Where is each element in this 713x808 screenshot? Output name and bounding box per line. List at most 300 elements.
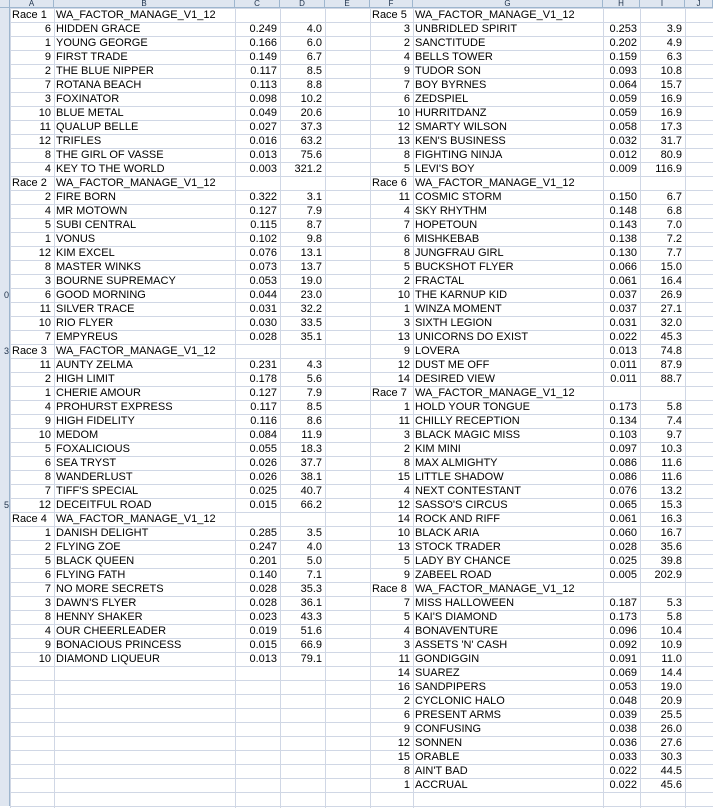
runner-number[interactable]: 5 (403, 611, 410, 623)
runner-name[interactable]: SUBI CENTRAL (56, 219, 137, 231)
runner-number[interactable]: 12 (397, 121, 410, 133)
runner-number[interactable]: 12 (38, 247, 51, 259)
price-value[interactable]: 27.1 (660, 303, 682, 315)
row-header[interactable] (0, 540, 10, 554)
price-value[interactable]: 20.6 (300, 107, 322, 119)
runner-number[interactable]: 7 (403, 79, 410, 91)
probability-value[interactable]: 0.033 (609, 751, 637, 763)
row-header[interactable] (0, 386, 10, 400)
race-label[interactable]: Race 7 (372, 387, 407, 399)
row-header[interactable] (0, 512, 10, 526)
row-header[interactable] (0, 792, 10, 806)
price-value[interactable]: 6.7 (666, 191, 682, 203)
price-value[interactable]: 7.7 (666, 247, 682, 259)
probability-value[interactable]: 0.032 (609, 135, 637, 147)
runner-number[interactable]: 2 (403, 275, 410, 287)
runner-number[interactable]: 3 (44, 597, 51, 609)
probability-value[interactable]: 0.117 (250, 65, 277, 77)
probability-value[interactable]: 0.096 (609, 625, 637, 637)
runner-name[interactable]: FIRE BORN (56, 191, 116, 203)
price-value[interactable]: 16.7 (660, 527, 682, 539)
runner-number[interactable]: 8 (44, 471, 51, 483)
runner-name[interactable]: SANDPIPERS (415, 681, 486, 693)
price-value[interactable]: 66.2 (300, 499, 322, 511)
price-value[interactable]: 4.0 (306, 23, 322, 35)
probability-value[interactable]: 0.159 (609, 51, 637, 63)
probability-value[interactable]: 0.143 (609, 219, 637, 231)
runner-name[interactable]: NEXT CONTESTANT (415, 485, 521, 497)
price-value[interactable]: 45.6 (660, 779, 682, 791)
probability-value[interactable]: 0.016 (249, 135, 277, 147)
probability-value[interactable]: 0.076 (609, 485, 637, 497)
runner-name[interactable]: DAWN'S FLYER (56, 597, 137, 609)
runner-name[interactable]: BELLS TOWER (415, 51, 493, 63)
runner-number[interactable]: 11 (39, 303, 51, 315)
column-header-b[interactable]: B (54, 0, 235, 8)
runner-name[interactable]: UNICORNS DO EXIST (415, 331, 529, 343)
probability-value[interactable]: 0.022 (609, 331, 637, 343)
runner-name[interactable]: MAX ALMIGHTY (415, 457, 498, 469)
race-label[interactable]: Race 2 (12, 177, 47, 189)
runner-number[interactable]: 3 (44, 275, 51, 287)
runner-number[interactable]: 4 (403, 205, 410, 217)
column-header-d[interactable]: D (280, 0, 325, 8)
row-header[interactable] (0, 470, 10, 484)
runner-number[interactable]: 8 (403, 765, 410, 777)
probability-value[interactable]: 0.025 (609, 555, 637, 567)
probability-value[interactable]: 0.115 (250, 219, 277, 231)
row-header[interactable] (0, 92, 10, 106)
probability-value[interactable]: 0.048 (609, 695, 637, 707)
probability-value[interactable]: 0.084 (249, 429, 277, 441)
probability-value[interactable]: 0.015 (249, 499, 277, 511)
price-value[interactable]: 35.3 (300, 583, 322, 595)
runner-name[interactable]: YOUNG GEORGE (56, 37, 148, 49)
runner-name[interactable]: CYCLONIC HALO (415, 695, 505, 707)
price-value[interactable]: 36.1 (300, 597, 322, 609)
runner-name[interactable]: TRIFLES (56, 135, 102, 147)
price-value[interactable]: 75.6 (300, 149, 322, 161)
price-value[interactable]: 33.5 (300, 317, 322, 329)
runner-number[interactable]: 14 (397, 513, 410, 525)
runner-name[interactable]: SIXTH LEGION (415, 317, 493, 329)
probability-value[interactable]: 0.117 (250, 401, 277, 413)
price-value[interactable]: 13.1 (300, 247, 322, 259)
runner-number[interactable]: 16 (397, 681, 410, 693)
probability-value[interactable]: 0.049 (249, 107, 277, 119)
price-value[interactable]: 15.3 (660, 499, 682, 511)
runner-name[interactable]: KIM EXCEL (56, 247, 115, 259)
price-value[interactable]: 39.8 (660, 555, 682, 567)
probability-value[interactable]: 0.023 (249, 611, 277, 623)
price-value[interactable]: 4.3 (306, 359, 322, 371)
runner-name[interactable]: LEVI'S BOY (415, 163, 475, 175)
price-value[interactable]: 6.3 (666, 51, 682, 63)
runner-number[interactable]: 5 (403, 555, 410, 567)
price-value[interactable]: 11.0 (661, 653, 682, 665)
price-value[interactable]: 44.5 (660, 765, 682, 777)
runner-name[interactable]: BLACK MAGIC MISS (415, 429, 521, 441)
price-value[interactable]: 8.5 (306, 65, 322, 77)
price-value[interactable]: 10.9 (660, 639, 682, 651)
row-header[interactable] (0, 414, 10, 428)
row-header[interactable] (0, 274, 10, 288)
runner-name[interactable]: BUCKSHOT FLYER (415, 261, 514, 273)
row-header[interactable] (0, 484, 10, 498)
runner-name[interactable]: FOXALICIOUS (56, 443, 130, 455)
runner-name[interactable]: KIM MINI (415, 443, 461, 455)
runner-name[interactable]: SMARTY WILSON (415, 121, 507, 133)
row-header[interactable] (0, 22, 10, 36)
probability-value[interactable]: 0.061 (609, 513, 637, 525)
price-value[interactable]: 79.1 (300, 653, 322, 665)
runner-name[interactable]: MEDOM (56, 429, 99, 441)
row-header[interactable] (0, 8, 10, 22)
probability-value[interactable]: 0.037 (609, 289, 637, 301)
runner-number[interactable]: 9 (44, 415, 51, 427)
row-header[interactable] (0, 456, 10, 470)
price-value[interactable]: 80.9 (660, 149, 682, 161)
race-label[interactable]: Race 5 (372, 9, 407, 21)
probability-value[interactable]: 0.061 (609, 275, 637, 287)
runner-name[interactable]: AUNTY ZELMA (56, 359, 133, 371)
column-header-j[interactable]: J (685, 0, 713, 8)
row-header[interactable] (0, 246, 10, 260)
runner-name[interactable]: ROTANA BEACH (56, 79, 142, 91)
row-header[interactable]: 5 (0, 498, 10, 512)
runner-name[interactable]: HIDDEN GRACE (56, 23, 141, 35)
probability-value[interactable]: 0.039 (609, 709, 637, 721)
runner-number[interactable]: 13 (397, 135, 410, 147)
runner-number[interactable]: 1 (403, 303, 410, 315)
price-value[interactable]: 11.6 (661, 457, 682, 469)
probability-value[interactable]: 0.031 (249, 303, 277, 315)
price-value[interactable]: 25.5 (660, 709, 682, 721)
runner-name[interactable]: ZEDSPIEL (415, 93, 469, 105)
runner-number[interactable]: 10 (397, 107, 410, 119)
runner-name[interactable]: DESIRED VIEW (415, 373, 496, 385)
runner-name[interactable]: SUAREZ (415, 667, 460, 679)
runner-name[interactable]: AIN'T BAD (415, 765, 468, 777)
runner-number[interactable]: 11 (39, 121, 51, 133)
price-value[interactable]: 14.4 (660, 667, 682, 679)
price-value[interactable]: 7.0 (666, 219, 682, 231)
probability-value[interactable]: 0.013 (249, 653, 277, 665)
runner-number[interactable]: 6 (44, 289, 51, 301)
price-value[interactable]: 51.6 (300, 625, 322, 637)
probability-value[interactable]: 0.012 (609, 149, 637, 161)
runner-number[interactable]: 7 (44, 583, 51, 595)
runner-number[interactable]: 4 (403, 485, 410, 497)
runner-name[interactable]: FLYING FATH (56, 569, 126, 581)
runner-name[interactable]: RIO FLYER (56, 317, 114, 329)
probability-value[interactable]: 0.253 (609, 23, 637, 35)
price-value[interactable]: 3.9 (666, 23, 682, 35)
race-title[interactable]: WA_FACTOR_MANAGE_V1_12 (56, 9, 216, 21)
row-header[interactable] (0, 316, 10, 330)
price-value[interactable]: 37.3 (300, 121, 322, 133)
row-header[interactable] (0, 722, 10, 736)
row-header[interactable] (0, 610, 10, 624)
probability-value[interactable]: 0.103 (609, 429, 637, 441)
price-value[interactable]: 32.0 (660, 317, 682, 329)
runner-name[interactable]: WINZA MOMENT (415, 303, 502, 315)
runner-name[interactable]: PRESENT ARMS (415, 709, 501, 721)
price-value[interactable]: 16.3 (660, 513, 682, 525)
runner-name[interactable]: GONDIGGIN (415, 653, 480, 665)
probability-value[interactable]: 0.130 (609, 247, 637, 259)
row-header[interactable] (0, 568, 10, 582)
price-value[interactable]: 19.0 (660, 681, 682, 693)
probability-value[interactable]: 0.322 (249, 191, 277, 203)
race-title[interactable]: WA_FACTOR_MANAGE_V1_12 (56, 345, 216, 357)
runner-number[interactable]: 6 (403, 93, 410, 105)
runner-number[interactable]: 6 (44, 23, 51, 35)
runner-number[interactable]: 9 (403, 569, 410, 581)
runner-name[interactable]: HIGH LIMIT (56, 373, 115, 385)
price-value[interactable]: 3.5 (306, 527, 322, 539)
price-value[interactable]: 4.0 (306, 541, 322, 553)
row-header[interactable] (0, 638, 10, 652)
probability-value[interactable]: 0.003 (249, 163, 277, 175)
probability-value[interactable]: 0.249 (249, 23, 277, 35)
price-value[interactable]: 74.8 (660, 345, 682, 357)
price-value[interactable]: 13.7 (300, 261, 322, 273)
runner-number[interactable]: 10 (397, 527, 410, 539)
price-value[interactable]: 11.9 (301, 429, 322, 441)
runner-number[interactable]: 11 (398, 653, 410, 665)
runner-number[interactable]: 10 (38, 653, 51, 665)
probability-value[interactable]: 0.127 (249, 205, 277, 217)
price-value[interactable]: 5.8 (666, 401, 682, 413)
price-value[interactable]: 37.7 (300, 457, 322, 469)
runner-name[interactable]: ASSETS 'N' CASH (415, 639, 508, 651)
probability-value[interactable]: 0.134 (609, 415, 637, 427)
runner-number[interactable]: 12 (38, 135, 51, 147)
runner-number[interactable]: 3 (403, 23, 410, 35)
race-title[interactable]: WA_FACTOR_MANAGE_V1_12 (415, 583, 575, 595)
runner-name[interactable]: TIFF'S SPECIAL (56, 485, 139, 497)
price-value[interactable]: 10.3 (660, 443, 682, 455)
runner-number[interactable]: 14 (397, 667, 410, 679)
row-header[interactable] (0, 190, 10, 204)
row-header[interactable] (0, 176, 10, 190)
runner-number[interactable]: 2 (403, 37, 410, 49)
price-value[interactable]: 8.6 (306, 415, 322, 427)
probability-value[interactable]: 0.149 (249, 51, 277, 63)
price-value[interactable]: 7.2 (666, 233, 682, 245)
runner-name[interactable]: BOURNE SUPREMACY (56, 275, 176, 287)
price-value[interactable]: 19.0 (300, 275, 322, 287)
runner-name[interactable]: MISHKEBAB (415, 233, 480, 245)
row-header[interactable] (0, 232, 10, 246)
runner-number[interactable]: 2 (44, 541, 51, 553)
runner-number[interactable]: 8 (44, 611, 51, 623)
price-value[interactable]: 7.4 (666, 415, 682, 427)
probability-value[interactable]: 0.097 (609, 443, 637, 455)
row-header[interactable] (0, 302, 10, 316)
race-title[interactable]: WA_FACTOR_MANAGE_V1_12 (56, 177, 216, 189)
price-value[interactable]: 35.1 (300, 331, 322, 343)
runner-number[interactable]: 5 (44, 555, 51, 567)
probability-value[interactable]: 0.140 (249, 569, 277, 581)
race-title[interactable]: WA_FACTOR_MANAGE_V1_12 (415, 387, 575, 399)
runner-name[interactable]: FOXINATOR (56, 93, 120, 105)
runner-name[interactable]: MASTER WINKS (56, 261, 141, 273)
probability-value[interactable]: 0.202 (609, 37, 637, 49)
price-value[interactable]: 6.0 (306, 37, 322, 49)
probability-value[interactable]: 0.138 (609, 233, 637, 245)
runner-name[interactable]: ORABLE (415, 751, 460, 763)
runner-name[interactable]: SASSO'S CIRCUS (415, 499, 508, 511)
column-header-i[interactable]: I (640, 0, 685, 8)
row-header[interactable] (0, 694, 10, 708)
runner-number[interactable]: 7 (403, 597, 410, 609)
price-value[interactable]: 87.9 (660, 359, 682, 371)
runner-name[interactable]: BONAVENTURE (415, 625, 498, 637)
runner-name[interactable]: BONACIOUS PRINCESS (56, 639, 182, 651)
price-value[interactable]: 32.2 (300, 303, 322, 315)
row-header[interactable] (0, 120, 10, 134)
probability-value[interactable]: 0.026 (249, 457, 277, 469)
race-title[interactable]: WA_FACTOR_MANAGE_V1_12 (415, 177, 575, 189)
probability-value[interactable]: 0.148 (609, 205, 637, 217)
runner-number[interactable]: 11 (39, 359, 51, 371)
runner-number[interactable]: 11 (398, 191, 410, 203)
runner-name[interactable]: HOLD YOUR TONGUE (415, 401, 530, 413)
runner-name[interactable]: BLUE METAL (56, 107, 124, 119)
probability-value[interactable]: 0.031 (609, 317, 637, 329)
probability-value[interactable]: 0.015 (249, 639, 277, 651)
runner-name[interactable]: UNBRIDLED SPIRIT (415, 23, 518, 35)
probability-value[interactable]: 0.150 (609, 191, 637, 203)
runner-number[interactable]: 4 (403, 51, 410, 63)
runner-number[interactable]: 13 (397, 541, 410, 553)
probability-value[interactable]: 0.285 (249, 527, 277, 539)
runner-number[interactable]: 5 (44, 219, 51, 231)
runner-name[interactable]: COSMIC STORM (415, 191, 502, 203)
row-header[interactable] (0, 554, 10, 568)
row-header[interactable] (0, 596, 10, 610)
race-label[interactable]: Race 8 (372, 583, 407, 595)
runner-name[interactable]: TUDOR SON (415, 65, 481, 77)
probability-value[interactable]: 0.011 (610, 359, 637, 371)
runner-number[interactable]: 4 (403, 625, 410, 637)
runner-number[interactable]: 4 (44, 163, 51, 175)
runner-name[interactable]: SANCTITUDE (415, 37, 486, 49)
runner-name[interactable]: CHILLY RECEPTION (415, 415, 520, 427)
row-header[interactable] (0, 330, 10, 344)
probability-value[interactable]: 0.086 (609, 457, 637, 469)
probability-value[interactable]: 0.093 (609, 65, 637, 77)
price-value[interactable]: 8.7 (306, 219, 322, 231)
runner-number[interactable]: 7 (403, 219, 410, 231)
runner-name[interactable]: HIGH FIDELITY (56, 415, 135, 427)
price-value[interactable]: 5.3 (666, 597, 682, 609)
probability-value[interactable]: 0.102 (249, 233, 277, 245)
race-label[interactable]: Race 4 (12, 513, 47, 525)
probability-value[interactable]: 0.091 (609, 653, 637, 665)
runner-number[interactable]: 5 (403, 163, 410, 175)
row-header[interactable] (0, 358, 10, 372)
column-header-e[interactable]: E (325, 0, 370, 8)
price-value[interactable]: 8.8 (306, 79, 322, 91)
runner-name[interactable]: SKY RHYTHM (415, 205, 487, 217)
probability-value[interactable]: 0.053 (249, 275, 277, 287)
runner-name[interactable]: EMPYREUS (56, 331, 118, 343)
row-header[interactable] (0, 526, 10, 540)
probability-value[interactable]: 0.098 (249, 93, 277, 105)
price-value[interactable]: 10.8 (660, 65, 682, 77)
runner-name[interactable]: FRACTAL (415, 275, 465, 287)
probability-value[interactable]: 0.005 (609, 569, 637, 581)
runner-number[interactable]: 8 (403, 457, 410, 469)
row-header[interactable] (0, 736, 10, 750)
runner-name[interactable]: OUR CHEERLEADER (56, 625, 167, 637)
probability-value[interactable]: 0.026 (249, 471, 277, 483)
runner-number[interactable]: 3 (403, 317, 410, 329)
runner-name[interactable]: DECEITFUL ROAD (56, 499, 152, 511)
runner-number[interactable]: 9 (403, 345, 410, 357)
runner-number[interactable]: 9 (44, 51, 51, 63)
runner-name[interactable]: STOCK TRADER (415, 541, 501, 553)
runner-number[interactable]: 2 (403, 695, 410, 707)
probability-value[interactable]: 0.028 (249, 331, 277, 343)
runner-name[interactable]: BLACK ARIA (415, 527, 480, 539)
runner-number[interactable]: 12 (397, 359, 410, 371)
row-header[interactable] (0, 204, 10, 218)
row-header[interactable] (0, 442, 10, 456)
price-value[interactable]: 17.3 (660, 121, 682, 133)
price-value[interactable]: 5.0 (306, 555, 322, 567)
runner-name[interactable]: THE GIRL OF VASSE (56, 149, 164, 161)
probability-value[interactable]: 0.201 (249, 555, 277, 567)
runner-name[interactable]: THE KARNUP KID (415, 289, 508, 301)
probability-value[interactable]: 0.116 (250, 415, 277, 427)
row-header[interactable] (0, 652, 10, 666)
price-value[interactable]: 20.9 (660, 695, 682, 707)
runner-number[interactable]: 4 (44, 625, 51, 637)
runner-name[interactable]: HENNY SHAKER (56, 611, 143, 623)
price-value[interactable]: 7.9 (306, 205, 322, 217)
price-value[interactable]: 40.7 (300, 485, 322, 497)
row-header[interactable]: 3 (0, 344, 10, 358)
row-header[interactable] (0, 624, 10, 638)
row-header[interactable] (0, 680, 10, 694)
runner-number[interactable]: 1 (44, 387, 51, 399)
runner-number[interactable]: 9 (403, 723, 410, 735)
runner-number[interactable]: 6 (403, 709, 410, 721)
row-header[interactable] (0, 260, 10, 274)
row-header[interactable] (0, 78, 10, 92)
price-value[interactable]: 5.6 (306, 373, 322, 385)
row-header[interactable] (0, 218, 10, 232)
price-value[interactable]: 35.6 (660, 541, 682, 553)
runner-name[interactable]: MR MOTOWN (56, 205, 128, 217)
runner-number[interactable]: 6 (44, 569, 51, 581)
runner-name[interactable]: CONFUSING (415, 723, 481, 735)
runner-number[interactable]: 1 (44, 233, 51, 245)
row-header[interactable] (0, 134, 10, 148)
runner-name[interactable]: DUST ME OFF (415, 359, 490, 371)
runner-number[interactable]: 8 (44, 149, 51, 161)
price-value[interactable]: 10.4 (660, 625, 682, 637)
runner-number[interactable]: 12 (397, 737, 410, 749)
probability-value[interactable]: 0.013 (249, 149, 277, 161)
column-header-h[interactable]: H (603, 0, 640, 8)
price-value[interactable]: 7.1 (306, 569, 322, 581)
runner-number[interactable]: 7 (44, 331, 51, 343)
